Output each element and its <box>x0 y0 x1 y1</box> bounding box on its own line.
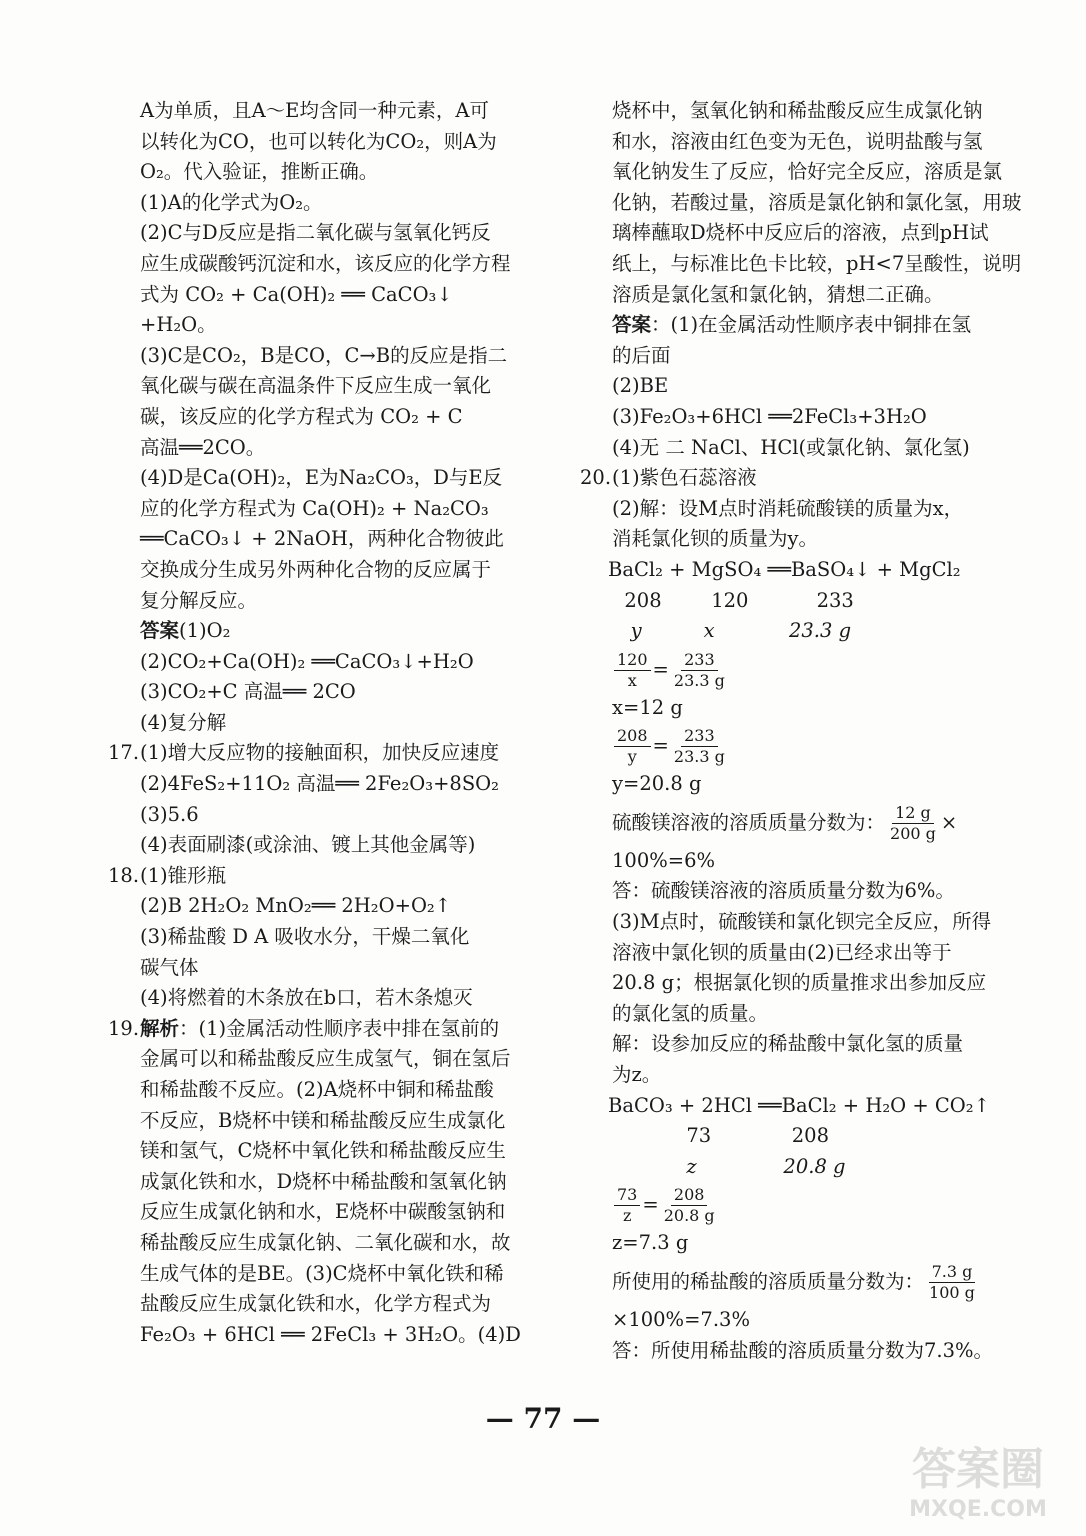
fraction-left: $\frac{208}{y}$ <box>614 726 651 767</box>
text-line: (2)C与D反应是指二氧化碳与氢氧化钙反 <box>140 221 491 245</box>
equation-coefficients: 73 208 <box>612 1124 829 1148</box>
question-19-line: 和稀盐酸不反应。(2)A烧杯中铜和稀盐酸 <box>140 1078 494 1101</box>
equation-line: BaCO₃ + 2HCl ══BaCl₂ + H₂O + CO₂↑ <box>608 1093 990 1117</box>
answer-line: (2)CO₂+Ca(OH)₂ ══CaCO₃↓+H₂O <box>140 649 474 673</box>
analysis-label: 解析 <box>140 1016 180 1040</box>
question-20-line: 20.(1)紫色石蕊溶液 <box>580 463 1042 494</box>
watermark-text: 答案圈 <box>912 1444 1044 1495</box>
mass-fraction-line: 硫酸镁溶液的溶质质量分数为： $\frac{12 g}{200 g}$ × <box>612 802 958 843</box>
answer-line: (3)Fe₂O₃+6HCl ══2FeCl₃+3H₂O <box>612 404 927 428</box>
answer-line: (1)O₂ <box>179 619 231 643</box>
result-line: y=20.8 g <box>612 772 702 796</box>
text-line: 璃棒蘸取D烧杯中反应后的溶液，点到pH试 <box>612 221 989 245</box>
question-19-line: 稀盐酸反应生成氯化钠、二氧化碳和水，故 <box>140 1230 511 1254</box>
text-line: 烧杯中，氢氧化钠和稀盐酸反应生成氯化钠 <box>612 99 983 122</box>
answer-label: 答案 <box>140 619 180 643</box>
answer-heading <box>140 616 580 647</box>
answer-line: 的后面 <box>612 343 671 367</box>
mass-fraction-line: 所使用的稀盐酸的溶质质量分数为： $\frac{7.3 g}{100 g}$ <box>612 1259 1042 1305</box>
right-column <box>580 96 1042 1366</box>
text-line: 交换成分生成另外两种化合物的反应属于 <box>140 557 492 581</box>
question-number: 17. <box>108 741 140 765</box>
text-line: 化钠，若酸过量，溶质是氯化钠和氯化氢，用玻 <box>612 190 1022 214</box>
text-line: 应的化学方程式为 Ca(OH)₂ + Na₂CO₃ <box>140 496 489 520</box>
question-18-line: 18.(1)锥形瓶 <box>108 861 580 892</box>
result-line: ×100%=7.3% <box>612 1308 750 1331</box>
text-line: 溶质是氯化氢和氯化钠，猜想二正确。 <box>612 282 944 306</box>
question-19-line: 19.解析：(1)金属活动性顺序表中排在氢前的 <box>108 1014 580 1045</box>
text-line: 复分解反应。 <box>140 588 258 612</box>
fraction-left: $\frac{120}{x}$ <box>614 650 651 691</box>
answer-line: (3)CO₂+C 高温══ 2CO <box>140 680 356 704</box>
text-line: (3)M点时，硫酸镁和氯化钡完全反应，所得 <box>612 910 992 934</box>
question-19-line: Fe₂O₃ + 6HCl ══ 2FeCl₃ + 3H₂O。(4)D <box>140 1322 521 1346</box>
question-number: 20. <box>580 466 612 490</box>
text-line: (3)C是CO₂，B是CO，C→B的反应是指二 <box>140 343 508 367</box>
answer-heading: 答案：(1)在金属活动性顺序表中铜排在氢 <box>612 313 972 337</box>
answer-line: (4)无 二 NaCl、HCl(或氯化钠、氯化氢) <box>612 435 970 459</box>
text-line: 的氯化氢的质量。 <box>612 1001 769 1025</box>
result-line: x=12 g <box>612 695 683 719</box>
result-line: z=7.3 g <box>612 1231 689 1255</box>
equation-unknowns: z 20.8 g <box>612 1154 846 1178</box>
question-19-line: 生成气体的是BE。(3)C烧杯中氧化铁和稀 <box>140 1261 504 1285</box>
question-19-line: 反应生成氯化钠和水，E烧杯中碳酸氢钠和 <box>140 1200 506 1224</box>
question-18-line: 碳气体 <box>140 955 199 979</box>
result-line: 100%=6% <box>612 848 716 872</box>
fraction-right: $\frac{233}{23.3 g}$ <box>673 649 725 690</box>
conclusion-line: 答：所使用稀盐酸的溶质质量分数为7.3%。 <box>612 1338 994 1362</box>
fraction: $\frac{7.3 g}{100 g}$ <box>929 1262 975 1302</box>
equation-line: BaCl₂ + MgSO₄ ══BaSO₄↓ + MgCl₂ <box>608 557 961 581</box>
question-18-line: (3)稀盐酸 D A 吸收水分，干燥二氧化 <box>140 925 470 949</box>
question-20-line: (2)解：设M点时消耗硫酸镁的质量为x， <box>612 496 964 520</box>
conclusion-line: 答：硫酸镁溶液的溶质质量分数为6%。 <box>612 879 955 903</box>
question-19-line: 金属可以和稀盐酸反应生成氢气，铜在氢后 <box>140 1047 511 1071</box>
watermark-logo <box>888 1432 1068 1524</box>
proportion: $\frac{73}{z}$ = $\frac{208}{20.8 g}$ <box>612 1182 1042 1228</box>
text-line: 纸上，与标准比色卡比较，pH<7呈酸性，说明 <box>612 251 1022 275</box>
text-line: 和水，溶液由红色变为无色，说明盐酸与氢 <box>612 129 983 153</box>
text-line: 氧化钠发生了反应，恰好完全反应，溶质是氯 <box>612 160 1003 184</box>
text-line: 溶液中氯化钡的质量由(2)已经求出等于 <box>612 940 952 964</box>
watermark-url: MXQE.COM <box>909 1497 1047 1522</box>
text-line: (4)D是Ca(OH)₂，E为Na₂CO₃，D与E反 <box>140 466 503 490</box>
question-19-line: 不反应，B烧杯中镁和稀盐酸反应生成氯化 <box>140 1108 506 1132</box>
fraction: $\frac{12 g}{200 g}$ <box>890 802 936 843</box>
question-17-line: (3)5.6 <box>140 802 199 826</box>
text-line: +H₂O。 <box>140 313 217 337</box>
proportion: $\frac{120}{x}$ = $\frac{233}{23.3 g}$ <box>612 647 1042 693</box>
text-line: 以转化为CO，也可以转化为CO₂，则A为 <box>140 129 497 153</box>
text-line: 解：设参加反应的稀盐酸中氯化氢的质量 <box>612 1032 964 1056</box>
equation-coefficients: 208 120 233 <box>612 588 854 612</box>
answer-line: (2)BE <box>612 374 669 398</box>
question-number: 19. <box>108 1016 140 1040</box>
text-line: 应生成碳酸钙沉淀和水，该反应的化学方程 <box>140 251 511 275</box>
text-line: ══CaCO₃↓ + 2NaOH，两种化合物彼此 <box>140 527 504 551</box>
question-18-line: (4)将燃着的木条放在b口，若木条熄灭 <box>140 986 473 1010</box>
text-line: A为单质，且A～E均含同一种元素，A可 <box>140 99 489 122</box>
question-20-line: 消耗氯化钡的质量为y。 <box>612 527 819 551</box>
question-number: 18. <box>108 863 140 887</box>
text-line: 20.8 g；根据氯化钡的质量推求出参加反应 <box>612 971 987 995</box>
answer-label: 答案 <box>612 313 652 337</box>
text-line: 式为 CO₂ + Ca(OH)₂ ══ CaCO₃↓ <box>140 282 453 306</box>
text-line: 碳，该反应的化学方程式为 CO₂ + C <box>140 404 463 428</box>
fraction-right: $\frac{233}{23.3 g}$ <box>673 726 725 767</box>
question-17-line: (2)4FeS₂+11O₂ 高温══ 2Fe₂O₃+8SO₂ <box>140 772 499 796</box>
page-number: — 77 — <box>485 1402 601 1435</box>
text-line: 高温══2CO。 <box>140 435 266 459</box>
text-line: (1)A的化学式为O₂。 <box>140 190 323 214</box>
text-line: 为z。 <box>612 1063 662 1087</box>
proportion: $\frac{208}{y}$ = $\frac{233}{23.3 g}$ <box>612 723 1042 769</box>
left-column <box>108 96 580 1350</box>
equation-unknowns: y x 23.3 g <box>612 619 852 643</box>
question-18-line: (2)B 2H₂O₂ MnO₂══ 2H₂O+O₂↑ <box>140 894 452 918</box>
text-line: O₂。代入验证，推断正确。 <box>140 160 379 184</box>
answer-line: (4)复分解 <box>140 710 227 734</box>
question-17-line: (4)表面刷漆(或涂油、镀上其他金属等) <box>140 833 476 857</box>
fraction-right: $\frac{208}{20.8 g}$ <box>663 1185 715 1226</box>
question-19-line: 镁和氢气，C烧杯中氧化铁和稀盐酸反应生 <box>140 1139 506 1163</box>
fraction-left: $\frac{73}{z}$ <box>614 1185 640 1226</box>
question-17-line: 17.(1)增大反应物的接触面积，加快反应速度 <box>108 738 580 769</box>
question-19-line: 盐酸反应生成氯化铁和水，化学方程式为 <box>140 1292 492 1316</box>
question-19-line: 成氯化铁和水，D烧杯中稀盐酸和氢氧化钠 <box>140 1169 507 1193</box>
text-line: 氧化碳与碳在高温条件下反应生成一氧化 <box>140 374 492 398</box>
